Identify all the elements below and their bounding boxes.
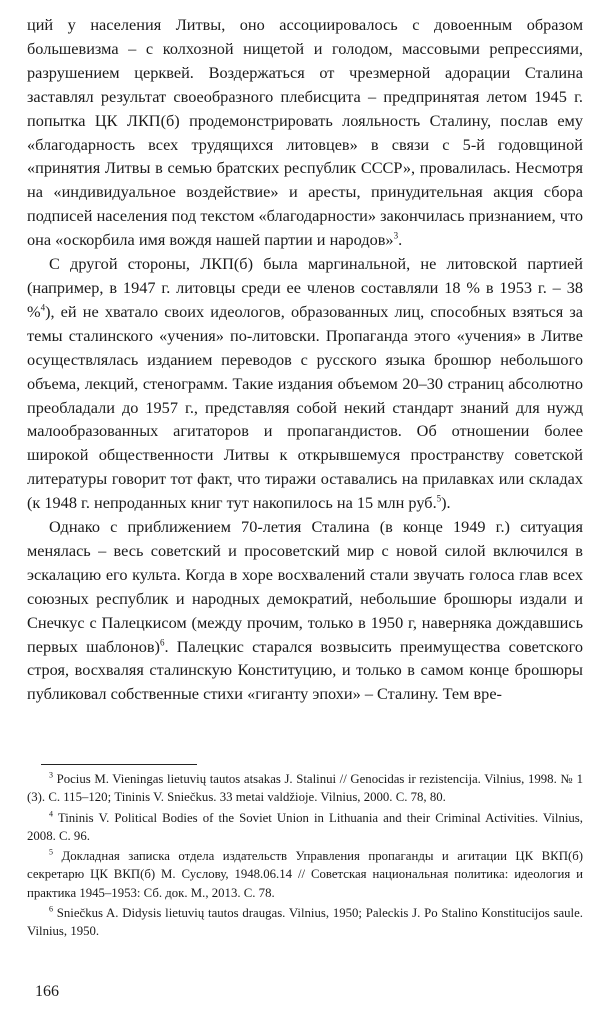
footnote-4: $^4$ Tininis V. Political Bodies of the Soviet Union in Lithuania and their Criminal Activities. Vilnius, 2008. С. 96.: [27, 809, 583, 843]
main-text: [27, 13, 583, 706]
footnote-ref-3[interactable]: 3: [393, 230, 399, 241]
paragraph-1: ций у населения Литвы, оно ассоциировалось с довоенным образом большевизма – с колхозной нищетой и голодом, массовыми репрессиями, разрушением церквей. Воздержаться от чрезмерной адорации Сталина заставлял результат своеобразного плебисцита – предпринятая летом 1945 г. попытка ЦК ЛКП(б) продемонстрировать лояльность Сталину, послав ему «благодарность всех трудящихся литовцев» в связи с 5-й годовщиной «принятия Литвы в семью братских республик СССР», провалилась. Несмотря на «индивидуальное воздействие» и аресты, принудительная акция сбора подписей населения под текстом «благодарности» закончилась признанием, что она «оскорбила имя вождя нашей партии и народов»$^3$.: [27, 15, 583, 250]
page-number: 166: [35, 983, 59, 1000]
paragraph-3: Однако с приближением 70-летия Сталина (в конце 1949 г.) ситуация менялась – весь советский и просоветский мир с новой силой включился в эскалацию его культа. Когда в хоре восхвалений стали звучать голоса глав всех союзных республик и народных демократий, небольшие брошюры издали и Снечкус с Палецкисом (между прочим, только в 1950 г, наверняка дождавшись первых шаблонов)$^6$. Палецкис старался возвысить преимущества советского строя, восхваляя сталинскую Конституцию, и только в самом конце брошюры публиковал собственные стихи «гиганту эпохи» – Сталину. Тем вре-: [27, 517, 583, 704]
paragraph-2: С другой стороны, ЛКП(б) была маргинальной, не литовской партией (например, в 1947 г. литовцы среди ее членов составляли 18 % в 1953 г. – 38 %$^4$), ей не хватало своих идеологов, образованных лиц, способных взяться за темы сталинского «учения» по-литовски. Пропаганда этого «учения» в Литве осуществлялась изданием переводов с русского языка брошюр небольшого объема, лекций, стенограмм. Такие издания объемом 20–30 страниц абсолютно преобладали до 1957 г., представляя собой некий стандарт знаний для нужд малообразованных агитаторов и пропагандистов. Об отношении более широкой общественности Литвы к открывшемуся пространству советской литературы говорит тот факт, что тиражи оставались на прилавках или складах (к 1948 г. непроданных книг тут накопилось на 15 млн руб.$^5$).: [27, 254, 583, 513]
footnote-ref-4[interactable]: 4: [40, 302, 46, 313]
footnotes: [27, 770, 583, 943]
footnote-3: $^3$ Pocius M. Vieningas lietuvių tautos atsakas J. Stalinui // Genocidas ir rezistencija. Vilnius, 1998. № 1 (3). С. 115–120; Tininis V. Sniečkus. 33 metai valdžioje. Vilnius, 2000. С. 78, 80.: [27, 770, 583, 805]
footnote-6: $^6$ Sniečkus A. Didysis lietuvių tautos draugas. Vilnius, 1950; Paleckis J. Po Stalino Konstitucijos saule. Vilnius, 1950.: [27, 904, 583, 939]
footnote-separator: [41, 764, 197, 765]
footnote-ref-5[interactable]: 5: [436, 493, 442, 504]
footnote-5: $^5$ Докладная записка отдела издательств Управления пропаганды и агитации ЦК ВКП(б) секретарю ЦК ВКП(б) М. Суслову, 1948.06.14 // Советская национальная политика: идеология и практика 1945–1953: Сб. док. М., 2013. С. 78.: [27, 847, 583, 900]
footnote-ref-6[interactable]: 6: [159, 637, 165, 648]
